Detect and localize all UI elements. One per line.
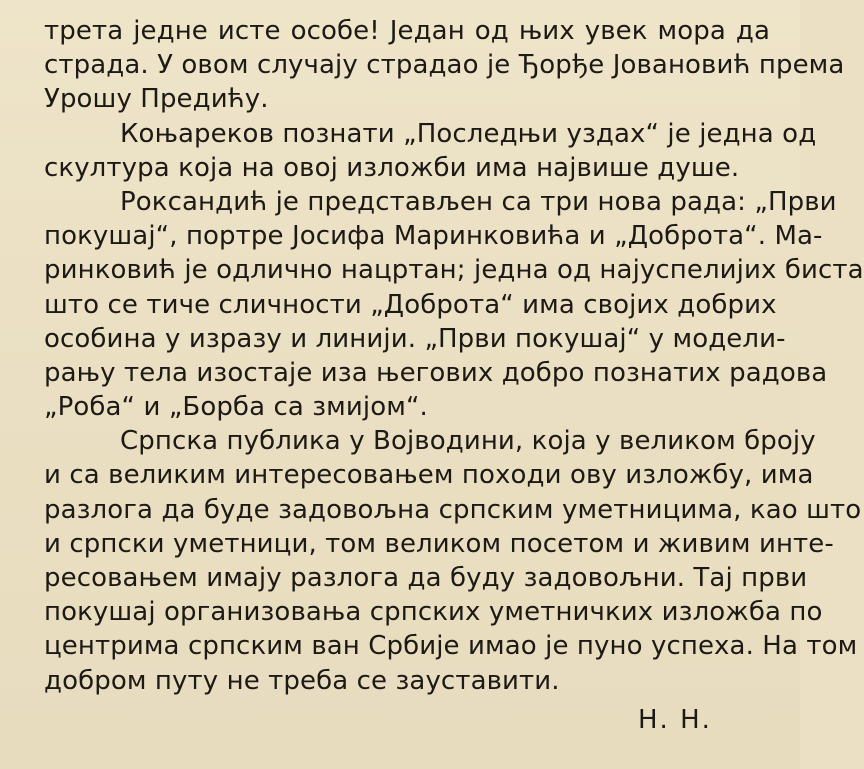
text-line: и српски уметници, том великом посетом и живим инте- — [44, 528, 834, 559]
text-line: трета једне исте особе! Један од њих увек мора да — [44, 16, 770, 46]
text-line: рању тела изостаје иза његових добро познатих радова — [44, 357, 828, 388]
text-line: Урошу Предићу. — [44, 84, 269, 115]
paragraph-3 — [44, 185, 864, 424]
text-line: ресовањем имају разлога да буду задовољни. Тај први — [44, 563, 808, 593]
paragraph-2 — [44, 117, 817, 185]
text-line: центрима српским ван Србије имао је пуно успеха. На том — [44, 631, 858, 662]
text-line: што се тиче сличности „Доброта“ има својих добрих — [44, 289, 777, 320]
text-line: Роксандић је представљен са три нова рада: „Први — [120, 186, 837, 217]
text-line: и са великим интересовањем походи ову изложбу, има — [44, 460, 814, 491]
author-signature: Н. Н. — [638, 705, 712, 735]
text-line: особина у изразу и линији. „Први покушај“ у модели- — [44, 323, 786, 354]
paragraph-1 — [44, 14, 845, 117]
text-line: ринковић је одлично нацртан; једна од најуспелијих биста — [44, 255, 864, 286]
text-line: покушај“, портре Јосифа Маринковића и „Доброта“. Ма- — [44, 221, 823, 252]
text-line: покушај организовања српских уметничких изложба по — [44, 597, 823, 628]
text-line: скултура која на овој изложби има највише душе. — [44, 152, 740, 183]
text-line: добром путу не треба се зауставити. — [44, 665, 560, 696]
text-line: Коњареков познати „Последњи уздах“ је једна од — [120, 118, 817, 149]
paragraph-4 — [44, 424, 862, 698]
article-text — [44, 14, 864, 698]
text-line: разлога да буде задовољна српским уметницима, као што — [44, 494, 862, 525]
text-line: „Роба“ и „Борба са змијом“. — [44, 392, 428, 423]
text-line: Српска публика у Војводини, која у великом броју — [120, 426, 816, 457]
text-line: страда. У овом случају страдао је Ђорђе Јовановић према — [44, 50, 845, 81]
